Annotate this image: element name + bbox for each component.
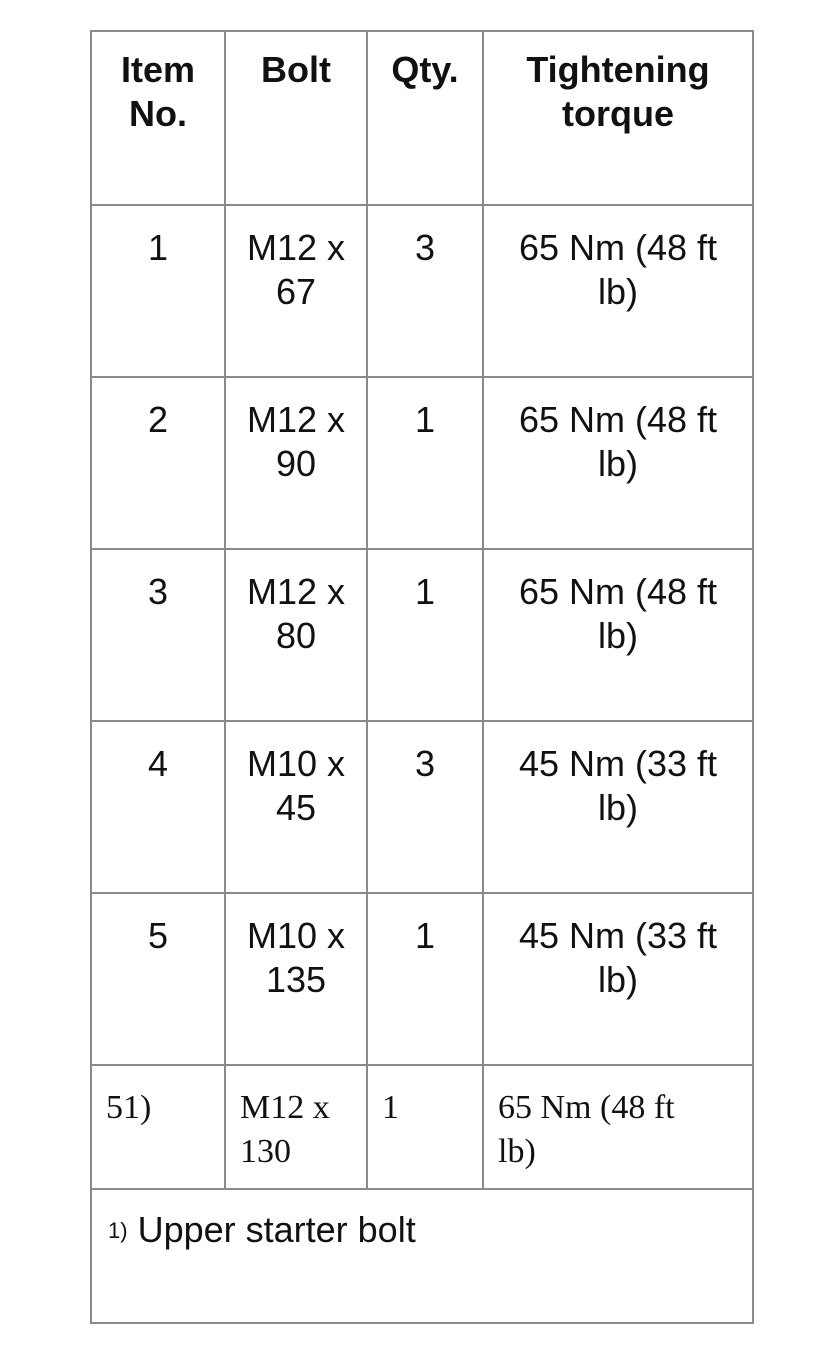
- qty-cell: 3: [367, 721, 483, 893]
- torque-cell: [483, 377, 753, 549]
- table-row: [91, 205, 753, 377]
- qty-cell: 3: [367, 205, 483, 377]
- torque-line1: 65 Nm (48 ft: [518, 571, 718, 612]
- header-torque-line1: Tightening: [526, 49, 710, 90]
- torque-line2: lb): [597, 271, 638, 312]
- bolt-line1: M12 x: [246, 399, 346, 440]
- item-no-cell: 4: [91, 721, 225, 893]
- torque-cell: [483, 549, 753, 721]
- torque-line1: 65 Nm (48 ft: [518, 399, 718, 440]
- torque-cell: [483, 205, 753, 377]
- torque-line1: 45 Nm (33 ft: [518, 743, 718, 784]
- torque-cell: [483, 1065, 753, 1189]
- torque-line1: 65 Nm (48 ft: [498, 1089, 675, 1126]
- header-torque-line2: torque: [562, 93, 674, 134]
- bolt-cell: [225, 205, 367, 377]
- item-no-cell: 2: [91, 377, 225, 549]
- bolt-line2: 80: [275, 615, 317, 656]
- bolt-cell: [225, 893, 367, 1065]
- header-item-line1: Item: [120, 49, 196, 90]
- bolt-cell: [225, 549, 367, 721]
- footnote-row: [91, 1189, 753, 1323]
- bolt-line1: M10 x: [246, 743, 346, 784]
- item-no-cell: 5: [91, 893, 225, 1065]
- torque-line2: lb): [597, 787, 638, 828]
- bolt-cell: [225, 1065, 367, 1189]
- qty-cell: 1: [367, 549, 483, 721]
- header-bolt: Bolt: [225, 31, 367, 205]
- table-row: [91, 549, 753, 721]
- header-torque: [483, 31, 753, 205]
- bolt-line1: M12 x: [246, 571, 346, 612]
- qty-cell: 1: [367, 1065, 483, 1189]
- footnote-marker: 1): [108, 1218, 128, 1243]
- item-no-cell: 3: [91, 549, 225, 721]
- bolt-line2: 67: [275, 271, 317, 312]
- bolt-line1: M12 x: [246, 227, 346, 268]
- torque-cell: [483, 893, 753, 1065]
- header-qty: Qty.: [367, 31, 483, 205]
- torque-cell: [483, 721, 753, 893]
- torque-line1: 65 Nm (48 ft: [518, 227, 718, 268]
- torque-line2: lb): [597, 443, 638, 484]
- item-no-cell: 51): [91, 1065, 225, 1189]
- header-item-line2: No.: [129, 93, 187, 134]
- bolt-cell: [225, 721, 367, 893]
- item-no-cell: 1: [91, 205, 225, 377]
- torque-line2: lb): [597, 959, 638, 1000]
- footnote-text: Upper starter bolt: [137, 1209, 416, 1250]
- footnote-cell: [91, 1189, 753, 1323]
- header-item-no: [91, 31, 225, 205]
- table-row: [91, 893, 753, 1065]
- bolt-line2: 45: [275, 787, 317, 828]
- table-row: [91, 377, 753, 549]
- qty-cell: 1: [367, 893, 483, 1065]
- header-row: [91, 31, 753, 205]
- table-row: [91, 1065, 753, 1189]
- bolt-line2: 90: [275, 443, 317, 484]
- torque-line2: lb): [498, 1133, 536, 1170]
- bolt-torque-table: [90, 30, 754, 1324]
- table-row: [91, 721, 753, 893]
- torque-line2: lb): [597, 615, 638, 656]
- torque-line1: 45 Nm (33 ft: [518, 915, 718, 956]
- bolt-cell: [225, 377, 367, 549]
- bolt-line1: M10 x: [246, 915, 346, 956]
- bolt-line1: M12 x: [240, 1089, 330, 1126]
- qty-cell: 1: [367, 377, 483, 549]
- bolt-line2: 130: [240, 1133, 291, 1170]
- bolt-line2: 135: [265, 959, 327, 1000]
